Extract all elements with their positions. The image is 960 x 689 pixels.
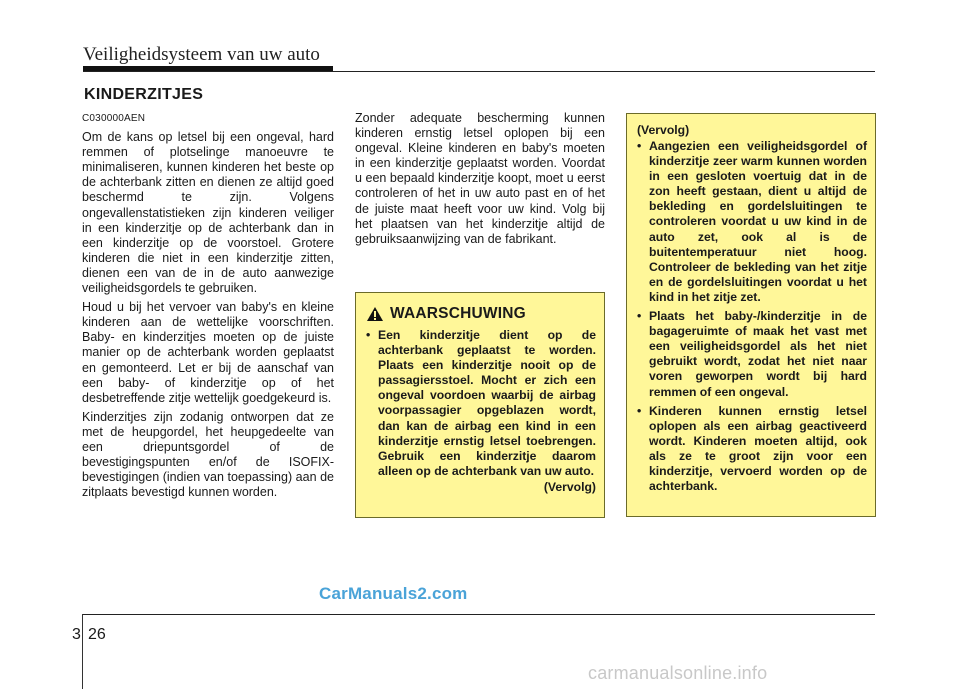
list-item-text: Kinderen kunnen ernstig letsel oplopen als een airbag geactiveerd wordt. Kinderen moeten altijd, ook als ze te groot zijn voor een kinderzitje, vervoerd worden op de achterbank.	[649, 403, 867, 494]
list-item: • Een kinderzitje dient op de achterbank geplaatst te worden. Plaats een kinderzitje nooit op de passagiersstoel. Mocht er zich een ongeval voordoen waarbij de airbag voorpassagier opgeblazen wordt, dan kan de airbag een kind in een kinderzitje ernstig letsel toebrengen. Gebruik een kinderzitje daarom alleen op de achterbank van uw auto.	[366, 328, 596, 478]
continued-label: (Vervolg)	[543, 479, 596, 494]
warning-box	[355, 292, 605, 518]
warning-triangle-icon	[366, 306, 384, 322]
paragraph: Houd u bij het vervoer van baby's en kleine kinderen aan de wettelijke voorschriften. Baby- en kinderzitjes moeten op de juiste manier op de achterbank worden geplaatst en gemonteerd. Let er bij de aanschaf van een baby- of kinderzitje op of het desbetreffende zitje wettelijk goedgekeurd is.	[82, 300, 334, 405]
list-item: • Kinderen kunnen ernstig letsel oplopen als een airbag geactiveerd wordt. Kinderen moeten altijd, ook als ze te groot zijn voor een kinderzitje, vervoerd worden op de achterbank.	[637, 403, 867, 494]
header-rule	[83, 71, 875, 72]
continuation-list	[637, 139, 867, 494]
text-column-middle	[355, 111, 605, 251]
section-code: C030000AEN	[82, 113, 146, 124]
watermark-link[interactable]: CarManuals2.com	[319, 584, 468, 603]
footer-divider	[82, 614, 83, 689]
paragraph: Zonder adequate bescherming kunnen kinderen ernstig letsel oplopen bij een ongeval. Kleine kinderen en baby's moeten in een kinderzitje geplaatst worden. Voordat u een bepaald kinderzitje koopt, moet u eerst controleren of het in uw auto past en of het de juiste maat heeft voor uw kind. Volg bij het plaatsen van het kinderzitje altijd de gebruiksaanwijzing van de fabrikant.	[355, 111, 605, 246]
paragraph: Kinderzitjes zijn zodanig ontworpen dat ze met de heupgordel, het heupgedeelte van een driepuntsgordel of de bevestigingspunten en/of de ISOFIX-bevestigingen (indien van toepassing) aan de zitplaats bevestigd kunnen worden.	[82, 409, 334, 500]
section-heading: KINDERZITJES	[84, 86, 204, 103]
paragraph: Om de kans op letsel bij een ongeval, hard remmen of plotselinge manoeuvre te minimaliseren, kunnen kinderen het beste op de achterbank zitten en dienen ze altijd goed beschermd te zijn. Volgens ongevallenstatistieken zijn kinderen veiliger in een kinderzitje op de achterbank dan in een kinderzitje op de voorstoel. Grotere kinderen die niet in een kinderzitje zitten, dienen een van de in de auto aanwezige veiligheidsgordels te gebruiken.	[82, 130, 334, 296]
list-item-text: Aangezien een veiligheidsgordel of kinderzitje zeer warm kunnen worden in een gesloten voertuig dat in de zon heeft gestaan, dient u altijd de bekleding en gordelsluitingen te controleren voordat u uw kind in de auto zet, ook al is de buitentemperatuur niet hoog. Controleer de bekleding van het zitje en de gordelsluitingen voordat u het kind in het zitje zet.	[649, 139, 867, 304]
list-item-text: Plaats het baby-/kinderzitje in de bagageruimte of maak het vast met een veiligheidsgordel als het niet gebruikt wordt, zodat het niet naar voren geworpen wordt bij hard remmen of een ongeval.	[649, 309, 867, 399]
list-item: • Plaats het baby-/kinderzitje in de bagageruimte of maak het vast met een veiligheidsgordel als het niet gebruikt wordt, zodat het niet naar voren geworpen wordt bij hard remmen of een ongeval.	[637, 309, 867, 399]
text-column-left	[82, 111, 334, 504]
page-number: 26	[88, 626, 106, 643]
warning-title: WAARSCHUWING	[390, 305, 526, 322]
footer-rule	[83, 614, 875, 615]
list-item-text: Een kinderzitje dient op de achterbank geplaatst te worden. Plaats een kinderzitje nooit op de passagiersstoel. Mocht er zich een ongeval voordoen waarbij de airbag voorpassagier opgeblazen wordt, dan kan de airbag een kind in een kinderzitje ernstig letsel toebrengen. Gebruik een kinderzitje daarom alleen op de achterbank van uw auto.	[378, 328, 596, 478]
warning-header	[366, 305, 596, 323]
continuation-box	[626, 113, 876, 517]
list-item: • Aangezien een veiligheidsgordel of kinderzitje zeer warm kunnen worden in een gesloten voertuig dat in de zon heeft gestaan, dient u altijd de bekleding en gordelsluitingen te controleren voordat u uw kind in de auto zet, ook al is de buitentemperatuur niet hoog. Controleer de bekleding van het zitje en de gordelsluitingen voordat u het kind in het zitje zet.	[637, 139, 867, 304]
chapter-number: 3	[72, 626, 81, 643]
warning-list	[366, 328, 596, 479]
watermark-site: carmanualsonline.info	[588, 663, 768, 683]
continuation-heading: (Vervolg)	[637, 123, 690, 137]
page-header-title: Veiligheidsysteem van uw auto	[83, 44, 320, 65]
